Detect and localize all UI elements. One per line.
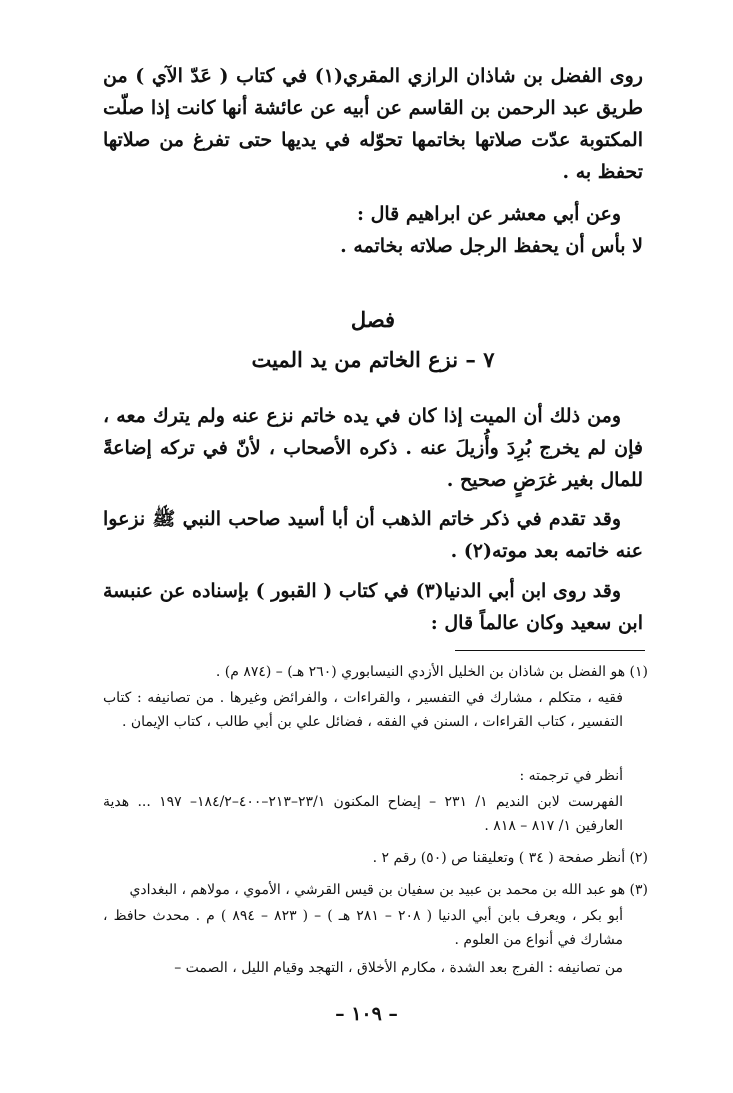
abu-mashar-line-2: لا بأس أن يحفظ الرجل صلاته بخاتمه .	[340, 235, 643, 257]
footnote-1-body: فقيه ، متكلم ، مشارك في التفسير ، والقراءات ، والفرائض وغيرها . من تصانيفه : كتاب التفسير ، كتاب القراءات ، السنن في الفقه ، فضائل علي بن أبي طالب ، كتاب الإيمان .	[103, 690, 623, 730]
footnote-3-heading: (٣) هو عبد الله بن محمد بن عبيد بن سفيان بن قيس القرشي ، الأموي ، مولاهم ، البغدادي	[129, 882, 648, 898]
paragraph-razi-narration: روى الفضل بن شاذان الرازي المقري(١) في كتاب ( عَدّ الآي ) من طريق عبد الرحمن بن القاسم عن أبيه عن عائشة أنها كانت إذا صلّت المكتوبة عدّت صلاتها بخاتمها تحوّله في يديها حتى تفرغ من صلاتها تحفظ به .	[103, 65, 643, 183]
paragraph-ibn-abi-dunya: وقد روى ابن أبي الدنيا(٣) في كتاب ( القبور ) بإسناده عن عنبسة ابن سعيد وكان عالماً قال :	[103, 580, 643, 634]
subsection-title: ٧ – نزع الخاتم من يد الميت	[251, 347, 495, 372]
footnote-1-heading: (١) هو الفضل بن شاذان بن الخليل الأزدي النيسابوري (٢٦٠ هـ) – (٨٧٤ م) .	[215, 664, 648, 680]
footnote-2: (٢) أنظر صفحة ( ٣٤ ) وتعليقنا ص (٥٠) رقم ٢ .	[372, 850, 648, 866]
section-title: فصل	[350, 307, 396, 332]
footnote-3-body: أبو بكر ، ويعرف بابن أبي الدنيا ( ٢٠٨ – ٢٨١ هـ ) – ( ٨٢٣ – ٨٩٤ ) م . محدث حافظ ، مشارك في أنواع من العلوم .	[103, 908, 623, 948]
footnote-1-see-also: أنظر في ترجمته :	[519, 768, 623, 784]
paragraph-remove-ring: ومن ذلك أن الميت إذا كان في يده خاتم نزع عنه ولم يترك معه ، فإن لم يخرج بُرِدَ وأُزيلَ عنه . ذكره الأصحاب ، لأنّ في تركه إضاعةً للمال بغير غرَضٍ صحيح .	[103, 405, 643, 491]
page-number: – ١٠٩ –	[335, 1003, 398, 1025]
paragraph-abu-mashar	[103, 198, 643, 262]
paragraph-abu-usaid: وقد تقدم في ذكر خاتم الذهب أن أبا أسيد صاحب النبي ﷺ نزعوا عنه خاتمه بعد موته(٢) .	[103, 508, 643, 562]
abu-mashar-line-1: وعن أبي معشر عن ابراهيم قال :	[356, 203, 621, 225]
footnote-1-references: الفهرست لابن النديم ١/ ٢٣١ – إيضاح المكنون ٢٣/١–٢١٣–٤٠٠–١٨٤/٢– ١٩٧ ... هدية العارفين ١/ ٨١٧ – ٨١٨ .	[103, 794, 623, 834]
footnote-3-works: من تصانيفه : الفرج بعد الشدة ، مكارم الأخلاق ، التهجد وقيام الليل ، الصمت –	[174, 960, 623, 976]
footnote-separator	[455, 650, 645, 651]
